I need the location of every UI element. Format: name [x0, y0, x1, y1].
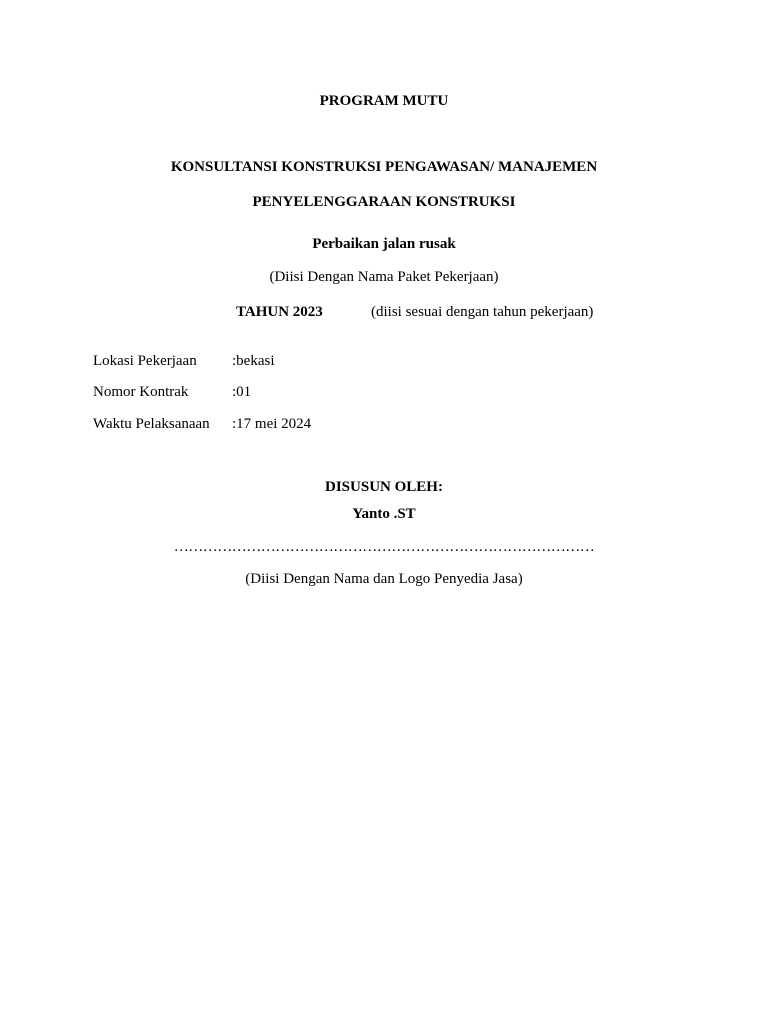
- heading-line-1: KONSULTANSI KONSTRUKSI PENGAWASAN/ MANAJEMEN: [170, 159, 598, 175]
- detail-label-contract: Nomor Kontrak: [93, 384, 189, 400]
- detail-value-contract: :01: [232, 384, 252, 400]
- year-note: (diisi sesuai dengan tahun pekerjaan): [371, 304, 594, 320]
- prepared-by-name: Yanto .ST: [352, 506, 416, 522]
- detail-label-duration: Waktu Pelaksanaan: [93, 416, 210, 432]
- package-note: (Diisi Dengan Nama Paket Pekerjaan): [269, 269, 499, 285]
- prepared-by-label: DISUSUN OLEH:: [325, 479, 443, 495]
- detail-value-duration: :17 mei 2024: [232, 416, 312, 432]
- detail-label-location: Lokasi Pekerjaan: [93, 353, 197, 369]
- provider-note: (Diisi Dengan Nama dan Logo Penyedia Jasa): [245, 571, 523, 587]
- signature-dotted-line: ……………………………………………………………………………: [173, 539, 595, 555]
- package-name: Perbaikan jalan rusak: [312, 236, 456, 252]
- heading-line-2: PENYELENGGARAAN KONSTRUKSI: [252, 194, 516, 210]
- detail-value-location: :bekasi: [232, 353, 275, 369]
- document-title: PROGRAM MUTU: [319, 93, 449, 109]
- year-label: TAHUN 2023: [236, 304, 323, 320]
